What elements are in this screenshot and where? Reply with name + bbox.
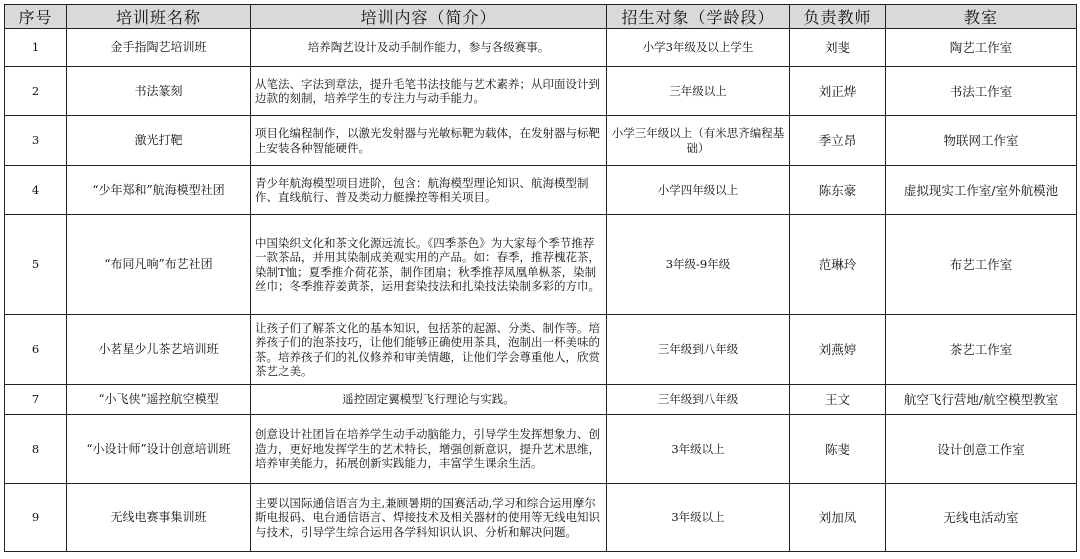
course-table	[4, 4, 1077, 552]
cell-name: 激光打靶	[67, 116, 251, 166]
cell-index: 2	[5, 67, 67, 116]
cell-content: 让孩子们了解茶文化的基本知识，包括茶的起源、分类、制作等。培养孩子们的泡茶技巧，让他们能够正确使用茶具，泡制出一杯美味的茶。培养孩子们的礼仪修养和审美情趣，让他们学会尊重他人，欣赏茶艺之美。	[251, 315, 607, 385]
cell-room: 茶艺工作室	[886, 315, 1077, 385]
cell-audience: 3年级以上	[607, 415, 790, 484]
cell-index: 3	[5, 116, 67, 166]
cell-name: 小茗星少儿茶艺培训班	[67, 315, 251, 385]
cell-index: 6	[5, 315, 67, 385]
cell-audience: 三年级到八年级	[607, 315, 790, 385]
cell-content: 从笔法、字法到章法，提升毛笔书法技能与艺术素养；从印面设计到边款的刻制，培养学生的专注力与动手能力。	[251, 67, 607, 116]
cell-room: 虚拟现实工作室/室外航模池	[886, 166, 1077, 215]
cell-audience: 3年级以上	[607, 484, 790, 552]
cell-index: 7	[5, 385, 67, 415]
table-row	[5, 29, 1077, 67]
header-content: 培训内容（简介）	[251, 5, 607, 29]
cell-name: 无线电赛事集训班	[67, 484, 251, 552]
cell-teacher: 刘正烨	[790, 67, 886, 116]
cell-name: “布同凡响”布艺社团	[67, 215, 251, 315]
cell-audience: 小学四年级以上	[607, 166, 790, 215]
table-row	[5, 385, 1077, 415]
cell-teacher: 陈东豪	[790, 166, 886, 215]
cell-index: 4	[5, 166, 67, 215]
table-row	[5, 67, 1077, 116]
table-row	[5, 484, 1077, 552]
cell-audience: 三年级以上	[607, 67, 790, 116]
cell-room: 航空飞行营地/航空模型教室	[886, 385, 1077, 415]
cell-index: 5	[5, 215, 67, 315]
cell-name: “小设计师”设计创意培训班	[67, 415, 251, 484]
cell-audience: 三年级到八年级	[607, 385, 790, 415]
cell-name: “少年郑和”航海模型社团	[67, 166, 251, 215]
cell-teacher: 刘斐	[790, 29, 886, 67]
header-index: 序号	[5, 5, 67, 29]
cell-name: 书法篆刻	[67, 67, 251, 116]
cell-teacher: 刘燕婷	[790, 315, 886, 385]
cell-content: 创意设计社团旨在培养学生动手动脑能力，引导学生发挥想象力、创造力，更好地发挥学生的艺术特长，增强创新意识，提升艺术思维，培养审美能力，拓展创新实践能力，丰富学生课余生活。	[251, 415, 607, 484]
cell-audience: 小学三年级以上（有米思齐编程基础）	[607, 116, 790, 166]
cell-teacher: 季立昂	[790, 116, 886, 166]
table-row	[5, 166, 1077, 215]
cell-teacher: 刘加凤	[790, 484, 886, 552]
cell-content: 青少年航海模型项目进阶，包含：航海模型理论知识、航海模型制作、直线航行、普及类动力艇操控等相关项目。	[251, 166, 607, 215]
cell-room: 布艺工作室	[886, 215, 1077, 315]
cell-audience: 小学3年级及以上学生	[607, 29, 790, 67]
cell-name: 金手指陶艺培训班	[67, 29, 251, 67]
cell-audience: 3年级-9年级	[607, 215, 790, 315]
cell-room: 陶艺工作室	[886, 29, 1077, 67]
cell-room: 无线电活动室	[886, 484, 1077, 552]
header-teacher: 负责教师	[790, 5, 886, 29]
cell-index: 8	[5, 415, 67, 484]
cell-content: 遥控固定翼模型飞行理论与实践。	[251, 385, 607, 415]
header-row	[5, 5, 1077, 29]
course-table-container	[4, 4, 1076, 552]
cell-room: 书法工作室	[886, 67, 1077, 116]
table-row	[5, 215, 1077, 315]
header-audience: 招生对象（学龄段）	[607, 5, 790, 29]
cell-teacher: 王文	[790, 385, 886, 415]
cell-room: 设计创意工作室	[886, 415, 1077, 484]
cell-teacher: 范琳玲	[790, 215, 886, 315]
cell-index: 9	[5, 484, 67, 552]
table-row	[5, 415, 1077, 484]
cell-index: 1	[5, 29, 67, 67]
table-row	[5, 116, 1077, 166]
cell-content: 中国染织文化和茶文化源远流长。《四季茶色》为大家每个季节推荐一款茶品，并用其染制成美观实用的产品。如：春季，推荐槐花茶，染制T恤；夏季推介荷花茶，制作团扇；秋季推荐凤凰单枞茶，染制丝巾；冬季推荐姜黄茶，运用套染技法和扎染技法染制多彩的方巾。	[251, 215, 607, 315]
cell-content: 项目化编程制作，以激光发射器与光敏标靶为载体，在发射器与标靶上安装各种智能硬件。	[251, 116, 607, 166]
cell-content: 培养陶艺设计及动手制作能力，参与各级赛事。	[251, 29, 607, 67]
cell-room: 物联网工作室	[886, 116, 1077, 166]
cell-teacher: 陈斐	[790, 415, 886, 484]
cell-content: 主要以国际通信语言为主,兼顾暑期的国赛活动,学习和综合运用摩尔斯电报码、电台通信语言、焊接技术及相关器材的使用等无线电知识与技术，引导学生综合运用各学科知识认识、分析和解决问题。	[251, 484, 607, 552]
header-name: 培训班名称	[67, 5, 251, 29]
header-room: 教室	[886, 5, 1077, 29]
table-row	[5, 315, 1077, 385]
cell-name: “小飞侠”遥控航空模型	[67, 385, 251, 415]
